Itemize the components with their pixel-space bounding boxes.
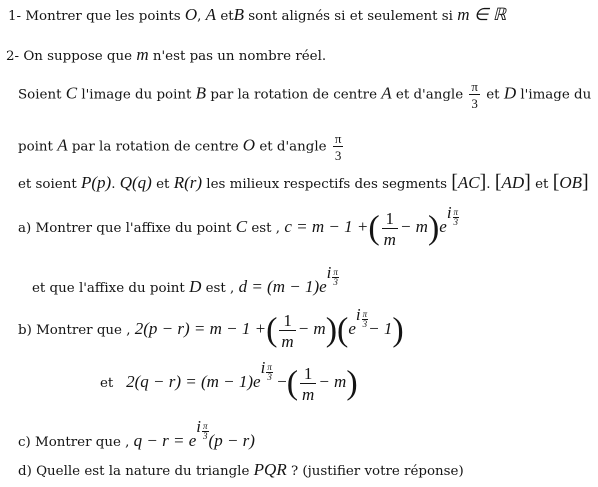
point-D: D <box>503 83 517 103</box>
point-O: O <box>184 5 198 24</box>
segment-AD: AD <box>501 173 525 192</box>
triangle-PQR: PQR <box>253 460 287 479</box>
qb2-et: et <box>100 376 114 391</box>
q2-label: 2- <box>6 49 20 64</box>
formula-c-lhs: q − r = e <box>133 431 197 450</box>
def3-text-3: les milieux respectifs des segments <box>206 177 447 192</box>
exp-den: 3 <box>333 276 338 287</box>
question-a-part-2 <box>32 263 339 306</box>
fraction-1-over-m <box>279 312 295 350</box>
def1-text-2: par la rotation de centre <box>210 87 377 103</box>
question-b-part-2: et 2(q − r) = (m − 1)ei $\frac{\pi}{3}$ −( $\frac{1}{m}$ − m) <box>100 360 358 408</box>
exp-e: e <box>439 217 447 236</box>
frac-num: 1 <box>300 365 316 384</box>
question-d <box>18 462 464 480</box>
qd-text: Quelle est la nature du triangle <box>36 464 250 479</box>
question-c <box>18 417 255 460</box>
qa-text: Montrer que l'affixe du point <box>35 221 232 236</box>
exp-den: 3 <box>362 318 368 329</box>
frac-num: π <box>334 131 342 146</box>
def3-text-2: et <box>156 177 170 192</box>
def1-text-5: l'image du <box>520 87 592 103</box>
point-A: A <box>205 5 217 24</box>
exp-i: i <box>196 417 202 436</box>
formula-minus-m: − m <box>297 319 326 338</box>
exponent <box>261 346 273 394</box>
definition-line-1 <box>18 80 591 110</box>
def1-soient: Soient <box>18 87 62 103</box>
def1-text-4: et <box>486 87 500 103</box>
frac-num: 1 <box>382 210 398 229</box>
exp-num: π <box>267 361 272 372</box>
fraction-1-over-m <box>382 210 398 248</box>
exponent <box>196 412 208 446</box>
q1-tail: sont alignés si et seulement si <box>248 9 453 24</box>
exp-num: π <box>333 266 338 277</box>
point-C: C <box>65 83 78 103</box>
def3-dot-1: . <box>111 177 116 192</box>
point-A: A <box>381 83 392 103</box>
qa2-text: et que l'affixe du point <box>32 281 185 296</box>
exp-num: π <box>203 420 208 431</box>
def2-text-2: par la rotation de centre <box>71 139 239 155</box>
formula-minus-1: − 1 <box>368 319 393 338</box>
formula-b-lhs: 2(p − r) = m − 1 + <box>134 319 267 338</box>
formula-minus: − <box>277 372 287 391</box>
exponent <box>447 191 459 239</box>
q1-et: et <box>220 9 234 24</box>
formula-c-rhs: (p − r) <box>208 431 255 450</box>
exp-e: e <box>348 319 356 338</box>
exp-den: 3 <box>267 371 272 382</box>
frac-den: m <box>281 331 294 351</box>
exp-i: i <box>355 305 361 324</box>
frac-num: π <box>471 79 478 94</box>
q2-intro-tail: n'est pas un nombre réel. <box>152 49 327 64</box>
point-B: B <box>233 5 245 24</box>
def2-text-3: et d'angle <box>259 139 327 155</box>
question-b: b) Montrer que , 2(p − r) = m − 1 +( $\frac{1}{m}$ − m)(ei $\frac{\pi}{3}$ − 1) <box>18 307 404 355</box>
qa-est: est , <box>251 221 281 236</box>
formula-d: d = (m − 1)e <box>238 277 327 296</box>
point-Q: Q(q) <box>119 173 152 192</box>
var-m: m <box>136 45 149 64</box>
def1-text-1: l'image du point <box>81 87 192 103</box>
qc-label: c) <box>18 435 31 450</box>
point-P: P(p) <box>80 173 112 192</box>
def3-text-1: et soient <box>18 177 77 192</box>
def3-text-4: et <box>535 177 549 192</box>
qb-text: Montrer que , <box>36 323 131 338</box>
definition-line-3: et soient P(p). Q(q) et R(r) les milieux respectifs des segments [AC]. [AD] et [OB] <box>18 171 589 193</box>
question-2 <box>6 47 326 65</box>
qd-tail: ? (justifier votre réponse) <box>290 464 464 479</box>
exponent <box>356 293 368 341</box>
angle-fraction <box>469 80 480 110</box>
q1-condition: m ∈ ℝ <box>457 5 507 24</box>
qc-text: Montrer que , <box>35 435 130 450</box>
point-A: A <box>57 135 68 155</box>
frac-num: 1 <box>279 312 295 331</box>
exp-i: i <box>260 358 266 377</box>
qb-label: b) <box>18 323 32 338</box>
exp-i: i <box>446 203 452 222</box>
exp-num: π <box>362 308 368 319</box>
def2-text-1: point <box>18 139 53 155</box>
frac-den: m <box>383 229 396 249</box>
exp-num: π <box>453 206 459 217</box>
point-B: B <box>195 83 207 103</box>
segment-AC: AC <box>457 173 480 192</box>
formula-c-lhs: c = m − 1 + <box>284 217 369 236</box>
frac-den: 3 <box>471 96 478 111</box>
frac-den: 3 <box>334 148 342 163</box>
definition-line-2 <box>18 132 345 162</box>
angle-fraction <box>333 132 344 162</box>
point-C: C <box>235 217 248 236</box>
frac-den: m <box>302 384 315 404</box>
q1-text: Montrer que les points <box>25 9 181 24</box>
exponent <box>327 258 339 292</box>
q1-label: 1- <box>8 9 22 24</box>
formula-b2-lhs: 2(q − r) = (m − 1)e <box>126 372 261 391</box>
fraction-1-over-m <box>300 365 316 403</box>
formula-minus-m: − m <box>318 372 347 391</box>
formula-minus-m: − m <box>399 217 428 236</box>
segment-OB: OB <box>559 173 583 192</box>
exp-den: 3 <box>203 430 208 441</box>
point-R: R(r) <box>173 173 203 192</box>
qd-label: d) <box>18 464 32 479</box>
question-1 <box>8 7 506 25</box>
qa-label: a) <box>18 221 32 236</box>
q1-comma: , <box>197 9 202 24</box>
q2-intro: On suppose que <box>23 49 133 64</box>
def1-text-3: et d'angle <box>395 87 464 103</box>
point-D: D <box>189 277 202 296</box>
point-O: O <box>242 135 256 155</box>
qa2-est: est , <box>205 281 235 296</box>
def3-dot-2: . <box>486 177 491 192</box>
question-a: a) Montrer que l'affixe du point C est , c = m − 1 +( $\frac{1}{m}$ − m)ei $\frac{\pi}{3}$ <box>18 205 459 253</box>
exp-i: i <box>326 263 332 282</box>
exp-den: 3 <box>453 216 459 227</box>
